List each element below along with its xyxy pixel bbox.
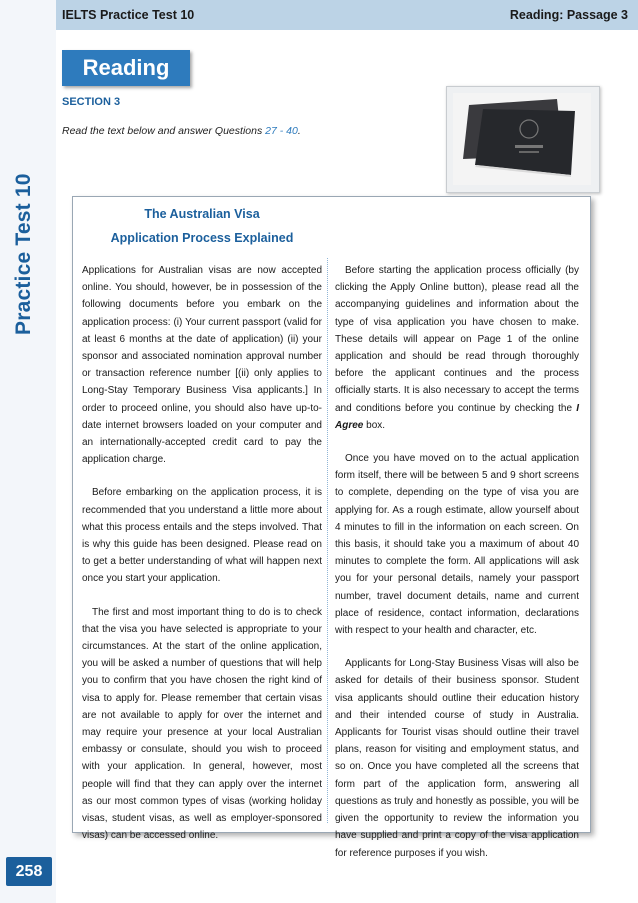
side-band [0,0,56,903]
paragraph: Applications for Australian visas are now accepted online. You should, however, be in possession of the following documents before you embark on the application process: (i) Your current passport (valid for at least 6 months at the date of application) (ii) your sponsor and associated nomination approval number or transaction reference number [(ii) only applies to Long-Stay Temporary Business Visa applicants.] In order to proceed online, you should also have up-to-date internet browsers loaded on your computer and an internationally-accepted credit card to pay the application charge. [82,265,322,466]
paragraph [335,262,579,434]
paragraph-text: Before starting the application process officially (by clicking the Apply Online button), please read all the accompanying guidelines and information about the type of visa application you have chosen to make. These details will appear on Page 1 of the online application and should be read through thoroughly before the applicant continues and the process officially starts. It is also necessary to accept the terms and conditions before you continue by checking the [335,265,579,414]
header-title: IELTS Practice Test 10 [62,8,195,22]
paragraph-text: box. [363,419,386,431]
passport-photo [446,86,600,193]
column-divider [327,258,328,823]
article-subtitle: Application Process Explained [110,231,294,245]
paragraph: Before embarking on the application process, it is recommended that you understand a little more about what this process entails and the steps involved. That is why this guide has been designed. Please read on to get a better understanding of what will happen next once you start your application. [82,487,322,585]
i-agree-term: I Agree [335,402,579,431]
section-label: SECTION 3 [62,96,121,108]
instruction [62,125,301,137]
header-passage: Reading: Passage 3 [509,8,628,22]
article-title: The Australian Visa [144,207,260,221]
reading-badge: Reading [62,50,190,86]
page-number: 258 [6,857,52,886]
passport-image [453,93,591,185]
instruction-end: . [297,125,301,137]
paragraph: The first and most important thing to do is to check that the visa you have selected is appropriate to your circumstances. At the start of the online application, you will be asked a number of questions that will help you to confirm that you have chosen the right kind of visa to apply for. Please remember that certain visas are not available to apply for over the internet and may require your presence at your local Australian embassy or consulate, should you wish to proceed with your application. In general, however, most people will find that they can apply over the internet as our most common types of visas (working holiday visas, student visas, as well as employer-sponsored visas) can be accessed online. [82,606,322,842]
side-title: Practice Test 10 [12,173,35,335]
instruction-text: Read the text below and answer Questions [62,125,266,137]
article-right-column [335,262,579,878]
paragraph: Once you have moved on to the actual application form itself, there will be between 5 and 9 short screens to complete, depending on the type of visa you are applying for. As a rough estimate, allow yourself about 4 minutes to fill in the information on each screen. On this basis, it should take you a maximum of about 40 minutes to complete the form. All applications will ask you for your personal details, namely your passport number, travel document details, name and current place of residence, contact information, declarations with respect to your health and character, etc. [335,453,579,637]
article-left-column [82,262,322,861]
question-range: 27 - 40 [265,125,298,137]
paragraph: Applicants for Long-Stay Business Visas will also be asked for details of their business sponsor. Student visa applicants should outline their education history and their intended course of study in Australia. Applicants for Tourist visas should outline their travel plans, reason for visiting and employment status, and so on. Once you have completed all the screens that form part of the application form, answering all questions as truly and honestly as possible, you will be given the opportunity to review the information you have supplied and print a copy of the visa application for reference purposes if you wish. [335,658,579,859]
